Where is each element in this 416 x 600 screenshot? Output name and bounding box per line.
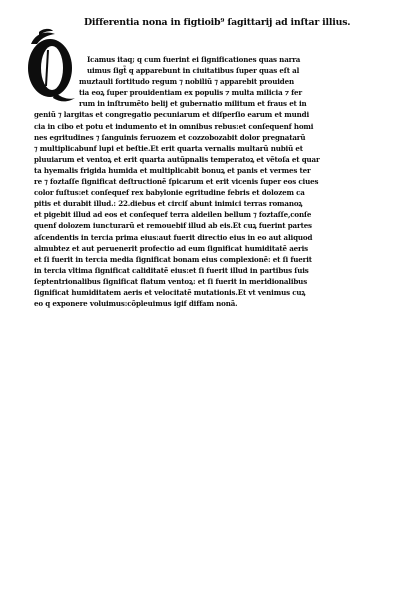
text-line: pitis et durabit illud.: 22.diebus et circiſ abunt inimici terras romanoꝝ xyxy=(34,199,303,209)
body-text xyxy=(34,54,394,309)
text-line: tia eoꝝ ſuper prouidentiam ex populis ⁊ multa milicia ⁊ fer xyxy=(79,88,302,98)
text-line: et ſi fuerit in tercia media ſignificat bonam eius complexionẽ: et ſi fuerit xyxy=(34,254,312,264)
text-line: color fuſtus:et conſequef rex babylonie egritudine febris et dolozem ca xyxy=(34,188,305,198)
text-line: ta hyemalis frigida humida et multiplicabit bonuꝝ et panis et vermes ter xyxy=(34,165,311,175)
text-line: almubtez et aut peruenerit profectio ad eum ſignificat humiditatẽ aeris xyxy=(34,243,309,253)
text-line: ⁊ multiplicabunf lupi et beſtie.Et erit quarta vernalis multarũ nubiũ et xyxy=(34,143,303,153)
text-line: geniũ ⁊ largitas et congregatio pecuniarum et diſperſio earum et mundi xyxy=(34,110,309,120)
section-heading: Differentia nona in figtioib⁹ ſagittarij ad inſtar illius. xyxy=(84,17,351,28)
text-line: ſignificat humiditatem aeris et velocitatẽ mutationis.Et vt venimus cuꝝ xyxy=(34,287,306,297)
text-line: rum in inſtrumẽto belij et gubernatio militum et fraus et in xyxy=(79,99,307,109)
text-line: cia in cibo et potu et indumento et in omnibus rebus:et conſequenf homi xyxy=(34,121,314,131)
text-line: in tercia vltima ſignificat caliditatẽ eius:et ſi fuerit illud in partibus ſuis xyxy=(34,265,309,275)
text-line: et pigebit illud ad eos et conſequef terra aldeilen bellum ⁊ foztaſſe,conſe xyxy=(34,210,312,220)
text-line: uimus ſigt̃ q apparebunt in ciuitatibus ſuper quas eſt al xyxy=(87,66,300,76)
text-line: quenf dolozem iuncturarũ et remouebif illud ab eis.Et cuꝝ fuerint partes xyxy=(34,221,312,231)
text-line: eo q exponere voluimus:cõpleuimus igif diffam nonã. xyxy=(34,299,238,309)
text-line: aſcendentis in tercia prima eius:aut fuerit directio eius in eo aut aliquod xyxy=(34,232,313,242)
text-line: nes egritudines ⁊ ſanguinis feruozem et cozzobozabit dolor pregnatarũ xyxy=(34,132,306,142)
text-line: Icamus itaq; q cum fuerint ei ſignificationes quas narra xyxy=(87,55,301,64)
text-line: muztauli fortitudo regum ⁊ nobiliũ ⁊ apparebit prouiden xyxy=(79,77,294,87)
text-line: re ⁊ foztaſſe ſignificat deſtructionẽ ſpicarum et erit vicenis ſuper eos ciues xyxy=(34,177,319,187)
text-line: ſeptentrionalibus ſignificat flatum ventoꝝ: et ſi fuerit in meridionalibus xyxy=(34,276,308,286)
text-line: pluuiarum et ventoꝝ et erit quarta autũpnalis temperatoꝝ et vẽtoſa et quar xyxy=(34,154,320,164)
